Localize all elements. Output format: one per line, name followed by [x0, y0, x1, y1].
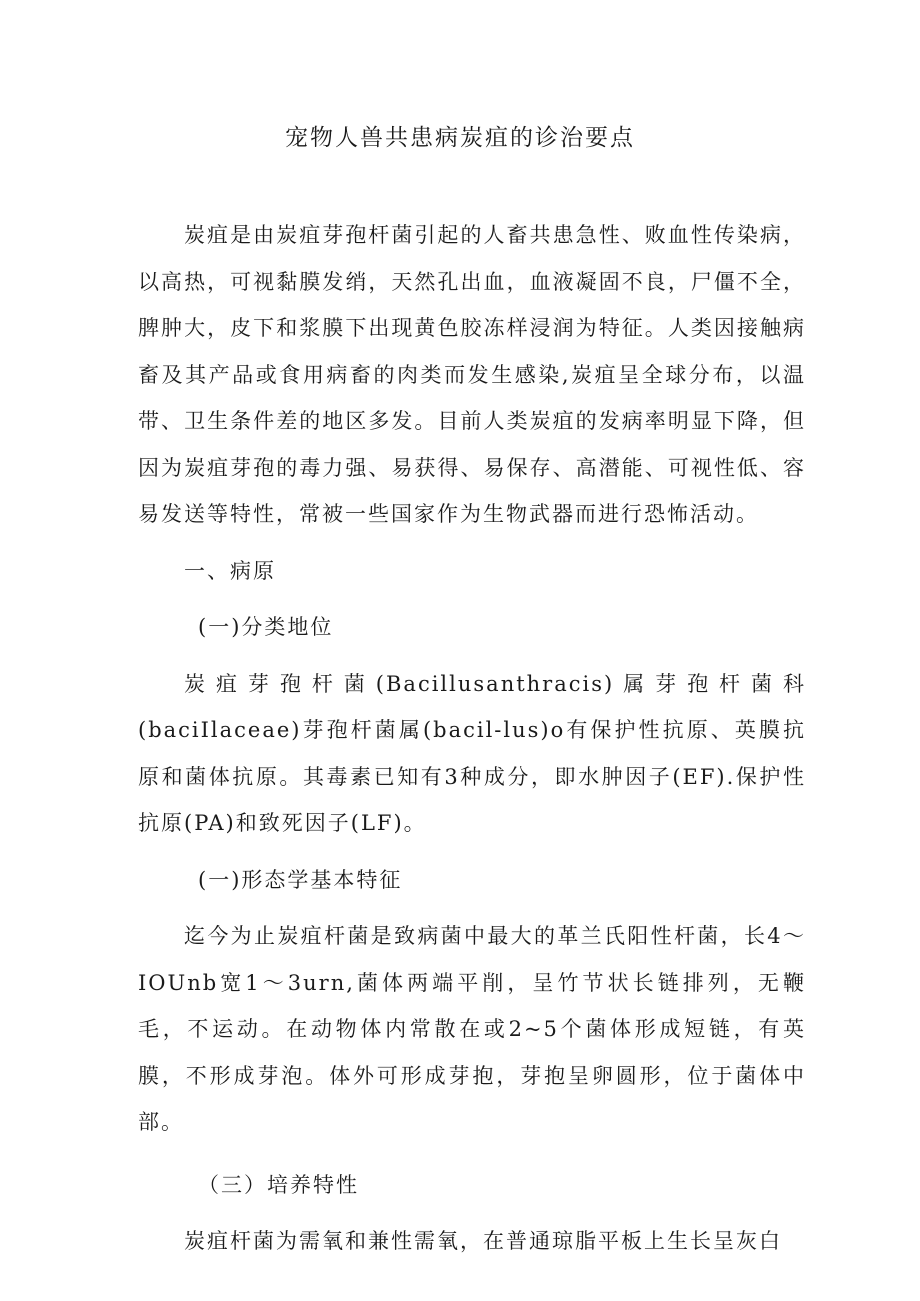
classification-paragraph: 炭疽芽孢杆菌(Bacillusanthracis)属芽孢杆菌科(baciIlaceae)芽孢杆菌属(bacil-lus)o有保护性抗原、英膜抗原和菌体抗原。其毒素已知有3种成分，即水肿因子(EF).保护性抗原(PA)和致死因子(LF)。 [138, 671, 806, 835]
subsection-heading-morphology: (一)形态学基本特征 [198, 867, 403, 892]
subsection-heading-classification: (一)分类地位 [198, 615, 334, 639]
section-heading-pathogen: 一、病原 [184, 558, 276, 583]
document-body [138, 212, 806, 1265]
intro-paragraph: 炭疽是由炭疽芽孢杆菌引起的人畜共患急性、败血性传染病，以高热，可视黏膜发绡，天然孔出血，血液凝固不良，尸僵不全，脾肿大，皮下和浆膜下出现黄色胶冻样浸润为特征。人类因接触病畜及其产品或食用病畜的肉类而发生感染,炭疽呈全球分布，以温带、卫生条件差的地区多发。目前人类炭疽的发病率明显下降，但因为炭疽芽孢的毒力强、易获得、易保存、高潜能、可视性低、容易发送等特性，常被一些国家作为生物武器而进行恐怖活动。 [138, 223, 806, 526]
subsection-heading-culture: （三）培养特性 [198, 1172, 359, 1197]
morphology-paragraph: 迄今为止炭疽杆菌是致病菌中最大的革兰氏阳性杆菌，长4～IOUnb宽1～3urn,菌体两端平削，呈竹节状长链排列，无鞭毛，不运动。在动物体内常散在或2~5个菌体形成短链，有英膜，不形成芽泡。体外可形成芽抱，芽抱呈卵圆形，位于菌体中部。 [138, 924, 806, 1134]
culture-paragraph: 炭疽杆菌为需氧和兼性需氧，在普通琼脂平板上生长呈灰白 [184, 1229, 782, 1253]
document-title: 宠物人兽共患病炭疽的诊治要点 [285, 125, 635, 151]
